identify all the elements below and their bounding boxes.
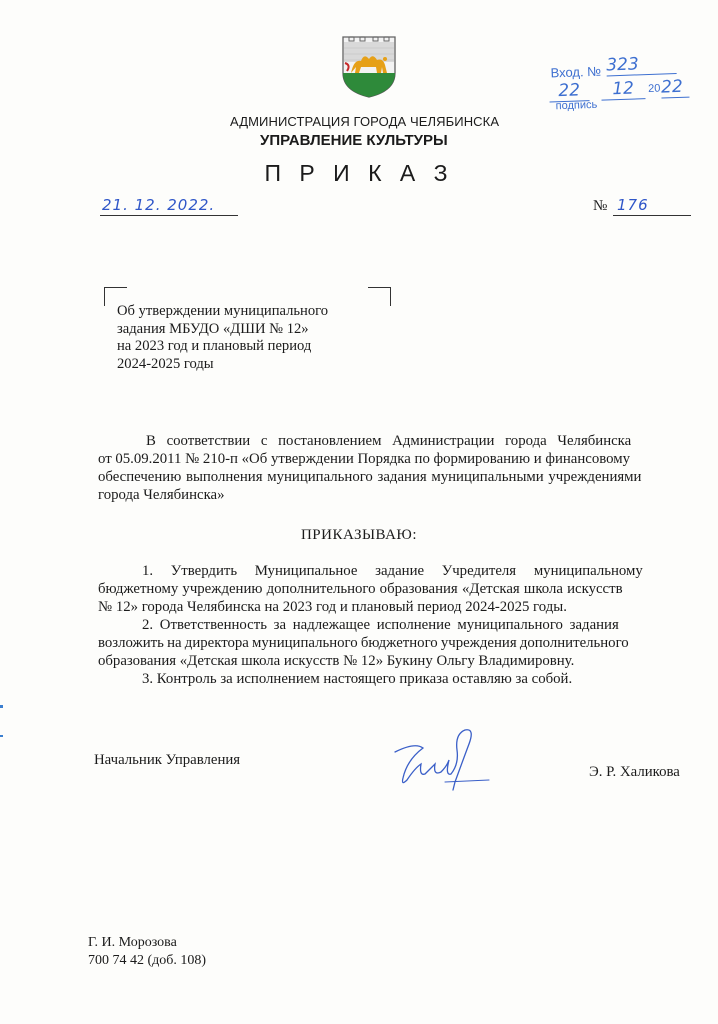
stamp-year-prefix: 20 xyxy=(647,82,661,96)
order-date: 21. 12. 2022. xyxy=(100,196,238,216)
subject-line: 2024-2025 годы xyxy=(117,355,214,372)
order-number-label: № xyxy=(593,198,608,214)
item-line: образования «Детская школа искусств № 12» Букину Ольгу Владимировну. xyxy=(98,653,575,669)
city-emblem-icon xyxy=(337,33,401,99)
item-line: 3. Контроль за исполнением настоящего приказа оставляю за собой. xyxy=(142,671,573,687)
preamble-paragraph xyxy=(98,432,696,504)
order-item-3 xyxy=(98,670,696,688)
subject-line: на 2023 год и плановый период xyxy=(117,338,312,354)
stamp-signature-label: подпись xyxy=(555,98,598,113)
administration-name: АДМИНИСТРАЦИЯ ГОРОДА ЧЕЛЯБИНСКА xyxy=(230,114,500,129)
preamble-line: В соответствии с постановлением Администрации города Челябинска xyxy=(146,433,632,449)
stamp-year-suffix: 22 xyxy=(661,77,690,99)
subject-line: задания МБУДО «ДШИ № 12» xyxy=(117,320,309,337)
preamble-line: обеспечению выполнения муниципального задания муниципальными учреждениями xyxy=(98,469,642,485)
order-item-2 xyxy=(98,616,696,670)
signer-name: Э. Р. Халикова xyxy=(589,764,680,780)
executor-info xyxy=(88,934,206,970)
order-number: 176 xyxy=(613,196,691,216)
stamp-incoming-number: 323 xyxy=(606,53,677,76)
subject-line: Об утверждении муниципального xyxy=(117,303,329,319)
decree-heading: ПРИКАЗЫВАЮ: xyxy=(300,527,418,543)
department-name: УПРАВЛЕНИЕ КУЛЬТУРЫ xyxy=(260,132,448,149)
incoming-stamp xyxy=(544,52,696,117)
executor-name: Г. И. Морозова xyxy=(88,935,177,950)
document-title: П Р И К А З xyxy=(264,160,454,186)
scan-mark xyxy=(0,735,3,737)
preamble-line: от 05.09.2011 № 210-п «Об утверждении Порядка по формированию и финансовому xyxy=(98,451,630,467)
item-line: 2. Ответственность за надлежащее исполнение муниципального задания xyxy=(142,617,619,633)
stamp-day: 22 xyxy=(549,80,590,102)
stamp-month: 12 xyxy=(601,78,646,101)
preamble-line: города Челябинска» xyxy=(98,487,225,503)
scan-mark xyxy=(0,705,3,708)
item-line: № 12» города Челябинска на 2023 год и плановый период 2024-2025 годы. xyxy=(98,599,567,615)
stamp-incoming-label: Вход. № xyxy=(550,63,602,81)
order-subject xyxy=(117,303,377,373)
order-items xyxy=(98,562,696,688)
item-line: бюджетному учреждению дополнительного образования «Детская школа искусств xyxy=(98,581,623,597)
handwritten-signature xyxy=(385,720,495,792)
item-line: 1. Утвердить Муниципальное задание Учредителя муниципальному xyxy=(142,563,643,579)
order-item-1 xyxy=(98,562,696,616)
signer-title: Начальник Управления xyxy=(94,752,241,768)
item-line: возложить на директора муниципального бюджетного учреждения дополнительного xyxy=(98,635,629,651)
executor-phone: 700 74 42 (доб. 108) xyxy=(88,953,207,968)
